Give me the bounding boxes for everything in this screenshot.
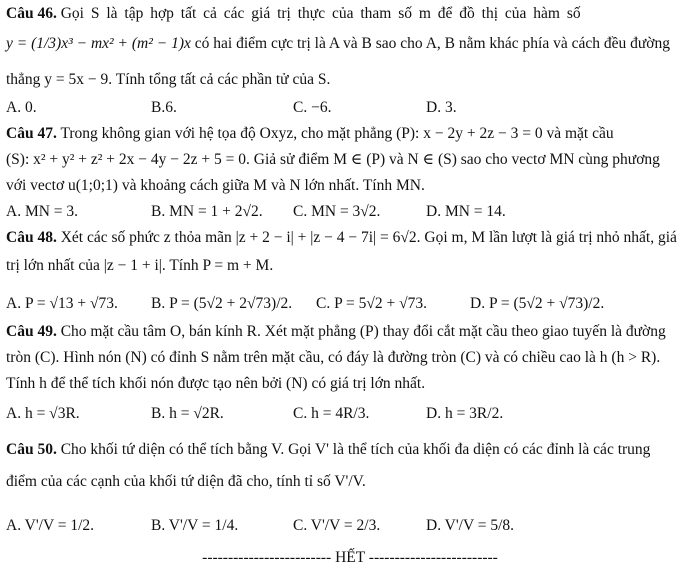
q48-text1: Xét các số phức z thỏa mãn |z + 2 − i| + |z − 4 − 7i| = 6√2. Gọi m, M lần lượt là giá trị nhỏ nhất, giá [60,229,677,246]
q46-option-a: A. 0. [6,99,37,116]
q47-option-a: A. MN = 3. [6,203,79,220]
q46-line3: thẳng y = 5x − 9. Tính tổng tất cả các phần tử của S. [6,71,331,88]
q47-text1: Trong không gian với hệ tọa độ Oxyz, cho mặt phẳng (P): x − 2y + 2z − 3 = 0 và mặt cầu [60,125,614,142]
q48-option-c: C. P = 5√2 + √73. [316,295,428,312]
q48-option-b: B. P = (5√2 + 2√73)/2. [151,295,293,312]
q49-text1: Cho mặt cầu tâm O, bán kính R. Xét mặt phẳng (P) thay đổi cắt mặt cầu theo giao tuyến là đường [60,323,666,340]
q49-option-c: C. h = 4R/3. [293,405,370,422]
q48-line1 [6,228,677,248]
q46-option-b: B.6. [151,99,177,116]
q46-function: y = (1/3)x³ − mx² + (m² − 1)x [6,35,191,52]
end-marker: ------------------------- HẾT ------------------------- [202,549,498,566]
q50-option-b: B. V'/V = 1/4. [151,517,239,534]
q46-text2: có hai điểm cực trị là A và B sao cho A, B nằm khác phía và cách đều đường [194,35,670,52]
q48-label: Câu 48. [6,229,57,246]
q49-line2: tròn (C). Hình nón (N) có đỉnh S nằm trên mặt cầu, có đáy là đường tròn (C) và có chiều cao là h (h > R). [6,349,661,366]
q49-line3: Tính h để thể tích khối nón được tạo nên bởi (N) có giá trị lớn nhất. [6,375,426,392]
q50-text1: Cho khối tứ diện có thể tích bằng V. Gọi V' là thể tích của khối đa diện có các đỉnh là các trung [60,441,651,458]
q48-line2: trị lớn nhất của |z − 1 + i|. Tính P = m + M. [6,257,274,274]
q50-option-c: C. V'/V = 2/3. [293,517,381,534]
q48-option-a: A. P = √13 + √73. [6,295,118,312]
q47-line2: (S): x² + y² + z² + 2x − 4y − 2z + 5 = 0. Giả sử điểm M ∈ (P) và N ∈ (S) sao cho vectơ MN cùng phương [6,151,660,168]
q50-label: Câu 50. [6,441,57,458]
q50-line1 [6,440,650,460]
q49-label: Câu 49. [6,323,57,340]
q46-text1: Gọi S là tập hợp tất cả các giá trị thực của tham số m để đồ thị của hàm số [60,5,581,22]
q47-option-c: C. MN = 3√2. [293,203,381,220]
q47-option-d: D. MN = 14. [426,203,506,220]
q49-option-a: A. h = √3R. [6,405,80,422]
q46-line2 [6,34,670,54]
q50-line2: điểm của các cạnh của khối tứ diện đã cho, tính tỉ số V'/V. [6,473,366,490]
q49-option-d: D. h = 3R/2. [426,405,504,422]
q47-line3: với vectơ u(1;0;1) và khoảng cách giữa M và N lớn nhất. Tính MN. [6,177,425,194]
q46-label: Câu 46. [6,5,57,22]
q47-option-b: B. MN = 1 + 2√2. [151,203,263,220]
q46-line1 [6,4,581,24]
q50-option-d: D. V'/V = 5/8. [426,517,515,534]
q47-line1 [6,124,614,144]
q47-label: Câu 47. [6,125,57,142]
q46-option-d: D. 3. [426,99,457,116]
q50-option-a: A. V'/V = 1/2. [6,517,95,534]
q49-option-b: B. h = √2R. [151,405,224,422]
q48-option-d: D. P = (5√2 + √73)/2. [470,295,605,312]
q49-line1 [6,322,666,342]
q46-option-c: C. −6. [293,99,332,116]
